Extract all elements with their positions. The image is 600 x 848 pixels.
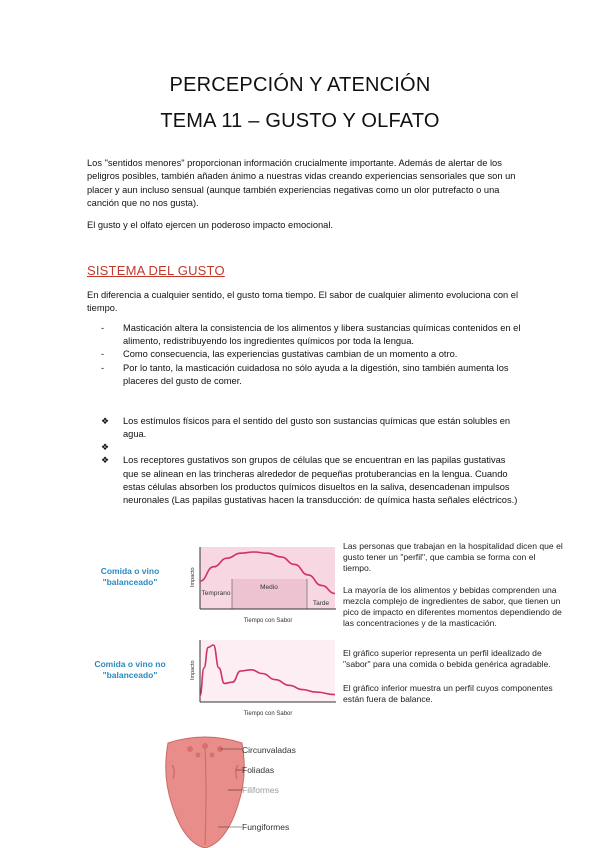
diamond-bullet-icon: ❖: [101, 416, 110, 426]
tongue-label-circumvaladas: Circunvaladas: [242, 745, 296, 755]
chart-2-label: Comida o vino no "balanceado": [94, 659, 166, 680]
list-item-text: Los receptores gustativos son grupos de células que se encuentran en las papilas gustativas que se alinean en las trincheras alrededor de pequeñas protuberancias en la lengua. Cuando estas células absorben los productos químicos disueltos en la saliva, desencadenan impulsos neuronales (Las papilas gustativas hacen la transducción: de química hasta señales eléctricos.): [123, 455, 518, 506]
section-intro: En diferencia a cualquier sentido, el gusto toma tiempo. El sabor de cualquier alimento evoluciona con el tiempo.: [87, 290, 519, 314]
chart-ylabel: Impacto: [190, 567, 196, 587]
list-item: [101, 441, 521, 454]
list-item: [101, 322, 541, 348]
chart-region-label: Temprano: [201, 590, 231, 597]
list-item-text: Los estímulos físicos para el sentido del gusto son sustancias químicas que están solubles en agua.: [123, 416, 511, 440]
diamond-bullet-icon: ❖: [101, 455, 110, 466]
chart-1-label: Comida o vino "balanceado": [100, 566, 160, 587]
list-item: [101, 415, 521, 441]
tongue-label-fungiformes: Fungiformes: [242, 822, 290, 832]
chart-ylabel: Impacto: [190, 660, 196, 680]
intro-paragraph-2: El gusto y el olfato ejercen un poderoso impacto emocional.: [87, 220, 333, 230]
list-item: [101, 348, 541, 361]
side-note: El gráfico inferior muestra un perfil cuyos componentes están fuera de balance.: [343, 683, 553, 705]
chart-xlabel: Tiempo con Sabor: [243, 711, 293, 717]
intro-paragraph: Los "sentidos menores" proporcionan información crucialmente importante. Además de alertar de los peligros posibles, también añaden ánimo a nuestras vidas creando experiencias sensoriales que son un placer y aun incluso sensual (aunque también experiencias negativas como un olor putrefacto o una canción que no nos gusta).: [87, 158, 516, 208]
papilla: [196, 753, 201, 758]
page-title: PERCEPCIÓN Y ATENCIÓN: [169, 74, 431, 96]
papilla: [210, 753, 215, 758]
bullet-list: [101, 322, 541, 388]
bullet-marker: -: [101, 362, 105, 373]
side-note: El gráfico superior representa un perfil idealizado de "sabor" para una comida o bebida genérica agradable.: [343, 648, 551, 670]
papilla: [202, 743, 208, 749]
chart-xlabel: Tiempo con Sabor: [243, 618, 293, 624]
list-item-text: Como consecuencia, las experiencias gustativas cambian de un momento a otro.: [123, 349, 458, 360]
chart-region-label: Medio: [260, 584, 278, 591]
side-note: Las personas que trabajan en la hospitalidad dicen que el gusto tener un "perfil", que cambia se forma con el tiempo.: [343, 541, 563, 574]
page-subtitle: TEMA 11 – GUSTO Y OLFATO: [160, 110, 440, 132]
chart-region-label: Tarde: [312, 600, 330, 607]
chart-balanced: [170, 543, 338, 625]
bullet-marker: -: [101, 349, 105, 360]
diamond-bullet-icon: ❖: [101, 442, 110, 453]
tongue-label-filiformes: Filiformes: [242, 785, 279, 795]
list-item: [101, 362, 541, 388]
tongue-label-foliadas: Foliadas: [242, 765, 275, 775]
list-item: [101, 454, 521, 507]
list-item-text: Masticación altera la consistencia de los alimentos y libera sustancias químicas contenidos en el alimento, redistribuyendo los ingredientes químicos por toda la lengua.: [123, 323, 521, 347]
side-note: La mayoría de los alimentos y bebidas comprenden una mezcla complejo de ingredientes de sabor, que tienen un pico de impacto en diferentes momentos dependiendo de las concentraciones y de la masticación.: [343, 585, 562, 629]
list-item-text: Por lo tanto, la masticación cuidadosa no sólo ayuda a la digestión, sino también aumenta los placeres del gusto de comer.: [123, 362, 509, 386]
diamond-list: [101, 415, 521, 507]
papilla: [187, 746, 193, 752]
section-heading: SISTEMA DEL GUSTO: [87, 263, 225, 278]
tongue-illustration: [160, 735, 250, 848]
chart-unbalanced: [170, 636, 338, 718]
bullet-marker: -: [101, 323, 105, 333]
